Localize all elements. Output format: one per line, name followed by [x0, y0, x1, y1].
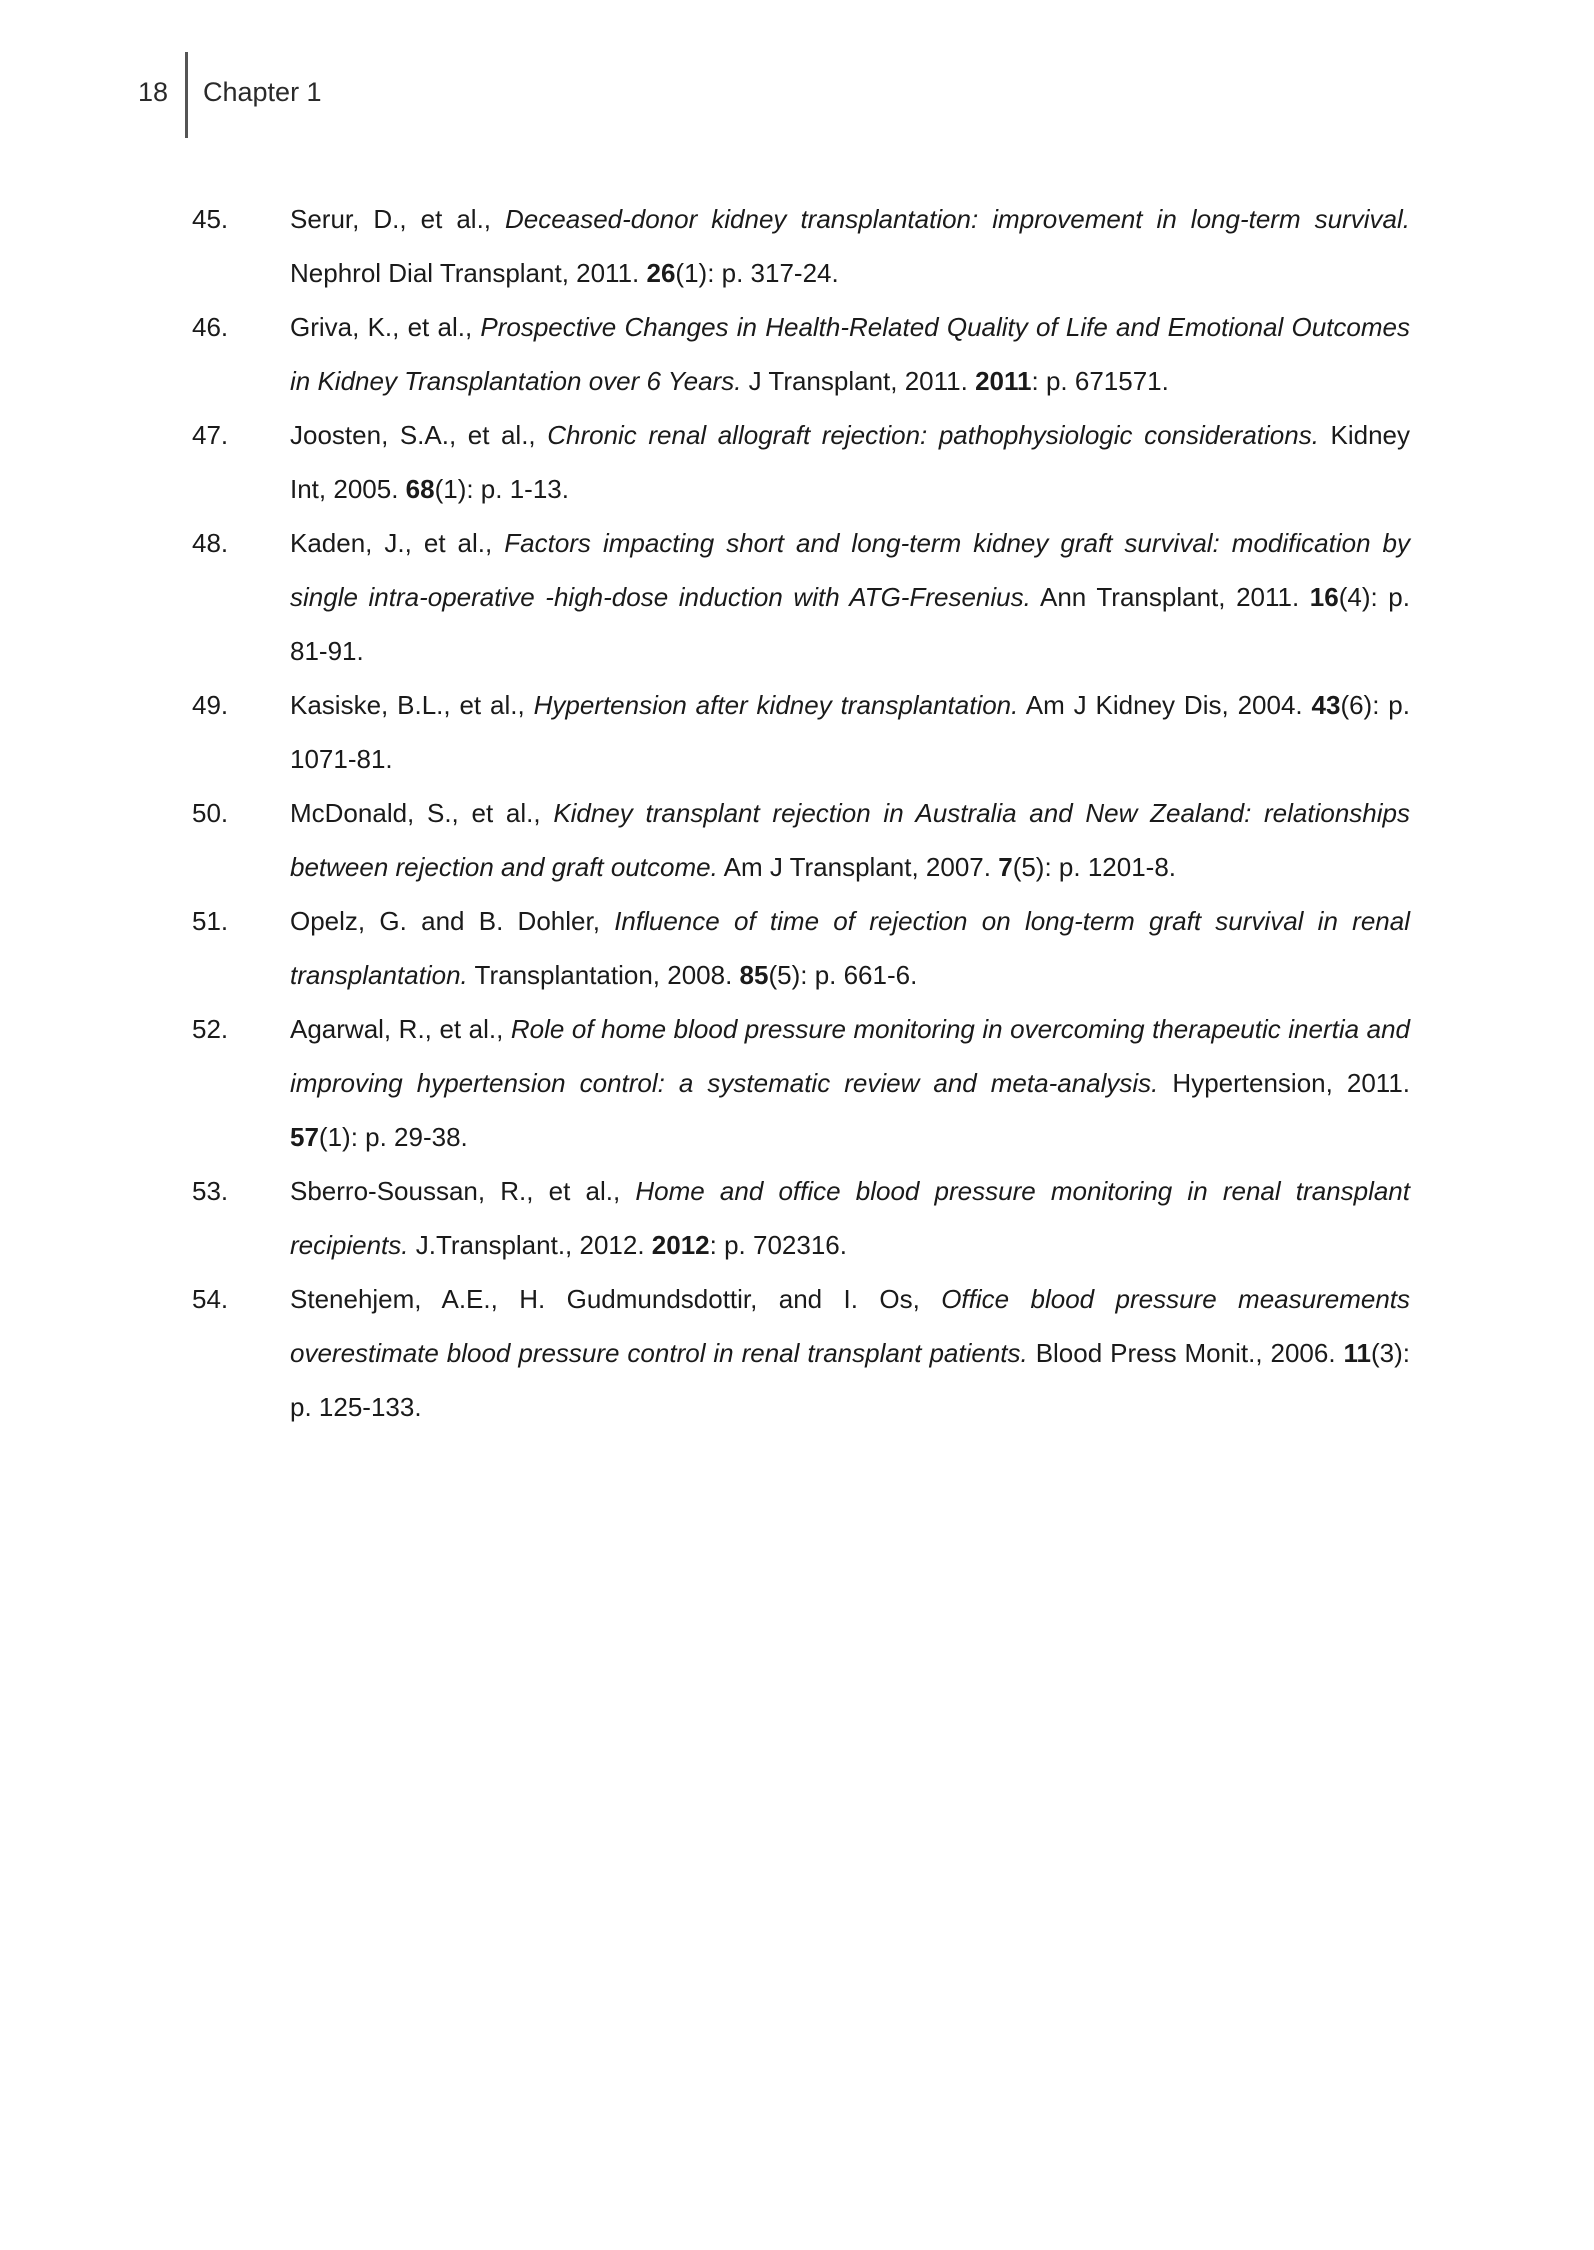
reference-source: Nephrol Dial Transplant, 2011.: [290, 258, 647, 288]
reference-item: [192, 678, 1410, 786]
reference-authors: Kaden, J., et al.,: [290, 528, 505, 558]
reference-volume: 11: [1343, 1338, 1371, 1368]
header-divider: [185, 52, 188, 138]
reference-title: Prospective Changes in Health-Related Quality of Life and Emotional Outcomes in Kidney Transplantation over 6 Years.: [290, 312, 1410, 396]
reference-pages: (5): p. 661-6.: [768, 960, 918, 990]
reference-source: Blood Press Monit., 2006.: [1027, 1338, 1344, 1368]
reference-authors: Opelz, G. and B. Dohler,: [290, 906, 615, 936]
reference-number: 52.: [192, 1014, 229, 1044]
reference-number: 53.: [192, 1176, 229, 1206]
reference-item: [192, 300, 1410, 408]
reference-item: [192, 1272, 1410, 1434]
reference-authors: McDonald, S., et al.,: [290, 798, 554, 828]
reference-pages: (1): p. 29-38.: [318, 1122, 468, 1152]
reference-title: Hypertension after kidney transplantation.: [533, 690, 1019, 720]
reference-authors: Sberro-Soussan, R., et al.,: [290, 1176, 636, 1206]
reference-title: Role of home blood pressure monitoring in overcoming therapeutic inertia and improving hypertension control: a systematic review and meta-analysis.: [290, 1014, 1410, 1098]
reference-authors: Stenehjem, A.E., H. Gudmundsdottir, and I. Os,: [290, 1284, 942, 1314]
reference-pages: (4): p. 81-91.: [290, 582, 1410, 666]
reference-source: J.Transplant., 2012.: [408, 1230, 652, 1260]
reference-volume: 68: [405, 474, 435, 504]
reference-pages: : p. 671571.: [1031, 366, 1169, 396]
reference-authors: Serur, D., et al.,: [290, 204, 506, 234]
reference-pages: (1): p. 1-13.: [434, 474, 569, 504]
running-header: [0, 0, 1594, 140]
chapter-title: Chapter 1: [203, 77, 322, 107]
reference-volume: 57: [290, 1122, 319, 1152]
reference-number: 46.: [192, 312, 229, 342]
reference-title: Chronic renal allograft rejection: pathophysiologic considerations.: [547, 420, 1319, 450]
reference-source: Kidney Int, 2005.: [290, 420, 1411, 504]
reference-authors: Agarwal, R., et al.,: [290, 1014, 511, 1044]
reference-item: [192, 1164, 1410, 1272]
reference-pages: (5): p. 1201-8.: [1012, 852, 1176, 882]
reference-item: [192, 408, 1410, 516]
reference-volume: 7: [998, 852, 1013, 882]
reference-list: [192, 192, 1410, 1434]
reference-title: Deceased-donor kidney transplantation: improvement in long-term survival.: [505, 204, 1410, 234]
reference-item: [192, 1002, 1410, 1164]
reference-volume: 2011: [975, 366, 1032, 396]
reference-source: Transplantation, 2008.: [467, 960, 740, 990]
reference-source: Am J Transplant, 2007.: [717, 852, 999, 882]
reference-authors: Joosten, S.A., et al.,: [290, 420, 548, 450]
reference-authors: Griva, K., et al.,: [290, 312, 481, 342]
reference-item: [192, 894, 1410, 1002]
reference-source: Am J Kidney Dis, 2004.: [1018, 690, 1312, 720]
reference-title: Home and office blood pressure monitoring in renal transplant recipients.: [290, 1176, 1410, 1260]
reference-volume: 43: [1311, 690, 1341, 720]
reference-number: 54.: [192, 1284, 229, 1314]
reference-number: 48.: [192, 528, 229, 558]
reference-source: Hypertension, 2011.: [1158, 1068, 1411, 1098]
reference-title: Office blood pressure measurements overestimate blood pressure control in renal transplant patients.: [290, 1284, 1410, 1368]
reference-item: [192, 516, 1410, 678]
reference-pages: (6): p. 1071-81.: [290, 690, 1410, 774]
reference-title: Factors impacting short and long-term kidney graft survival: modification by single intra-operative -high-dose induction with ATG-Fresenius.: [290, 528, 1410, 612]
reference-authors: Kasiske, B.L., et al.,: [290, 690, 534, 720]
reference-pages: (3): p. 125-133.: [290, 1338, 1410, 1422]
reference-source: J Transplant, 2011.: [741, 366, 976, 396]
reference-number: 50.: [192, 798, 229, 828]
reference-pages: (1): p. 317-24.: [675, 258, 839, 288]
reference-volume: 2012: [651, 1230, 710, 1260]
reference-number: 47.: [192, 420, 229, 450]
reference-pages: : p. 702316.: [709, 1230, 847, 1260]
reference-item: [192, 192, 1410, 300]
reference-volume: 85: [739, 960, 769, 990]
reference-number: 45.: [192, 204, 229, 234]
reference-volume: 26: [646, 258, 676, 288]
reference-item: [192, 786, 1410, 894]
reference-number: 49.: [192, 690, 229, 720]
page-number: 18: [138, 77, 169, 107]
reference-volume: 16: [1309, 582, 1339, 612]
reference-title: Kidney transplant rejection in Australia and New Zealand: relationships between rejection and graft outcome.: [290, 798, 1410, 882]
reference-title: Influence of time of rejection on long-term graft survival in renal transplantation.: [290, 906, 1410, 990]
reference-source: Ann Transplant, 2011.: [1030, 582, 1310, 612]
reference-number: 51.: [192, 906, 229, 936]
